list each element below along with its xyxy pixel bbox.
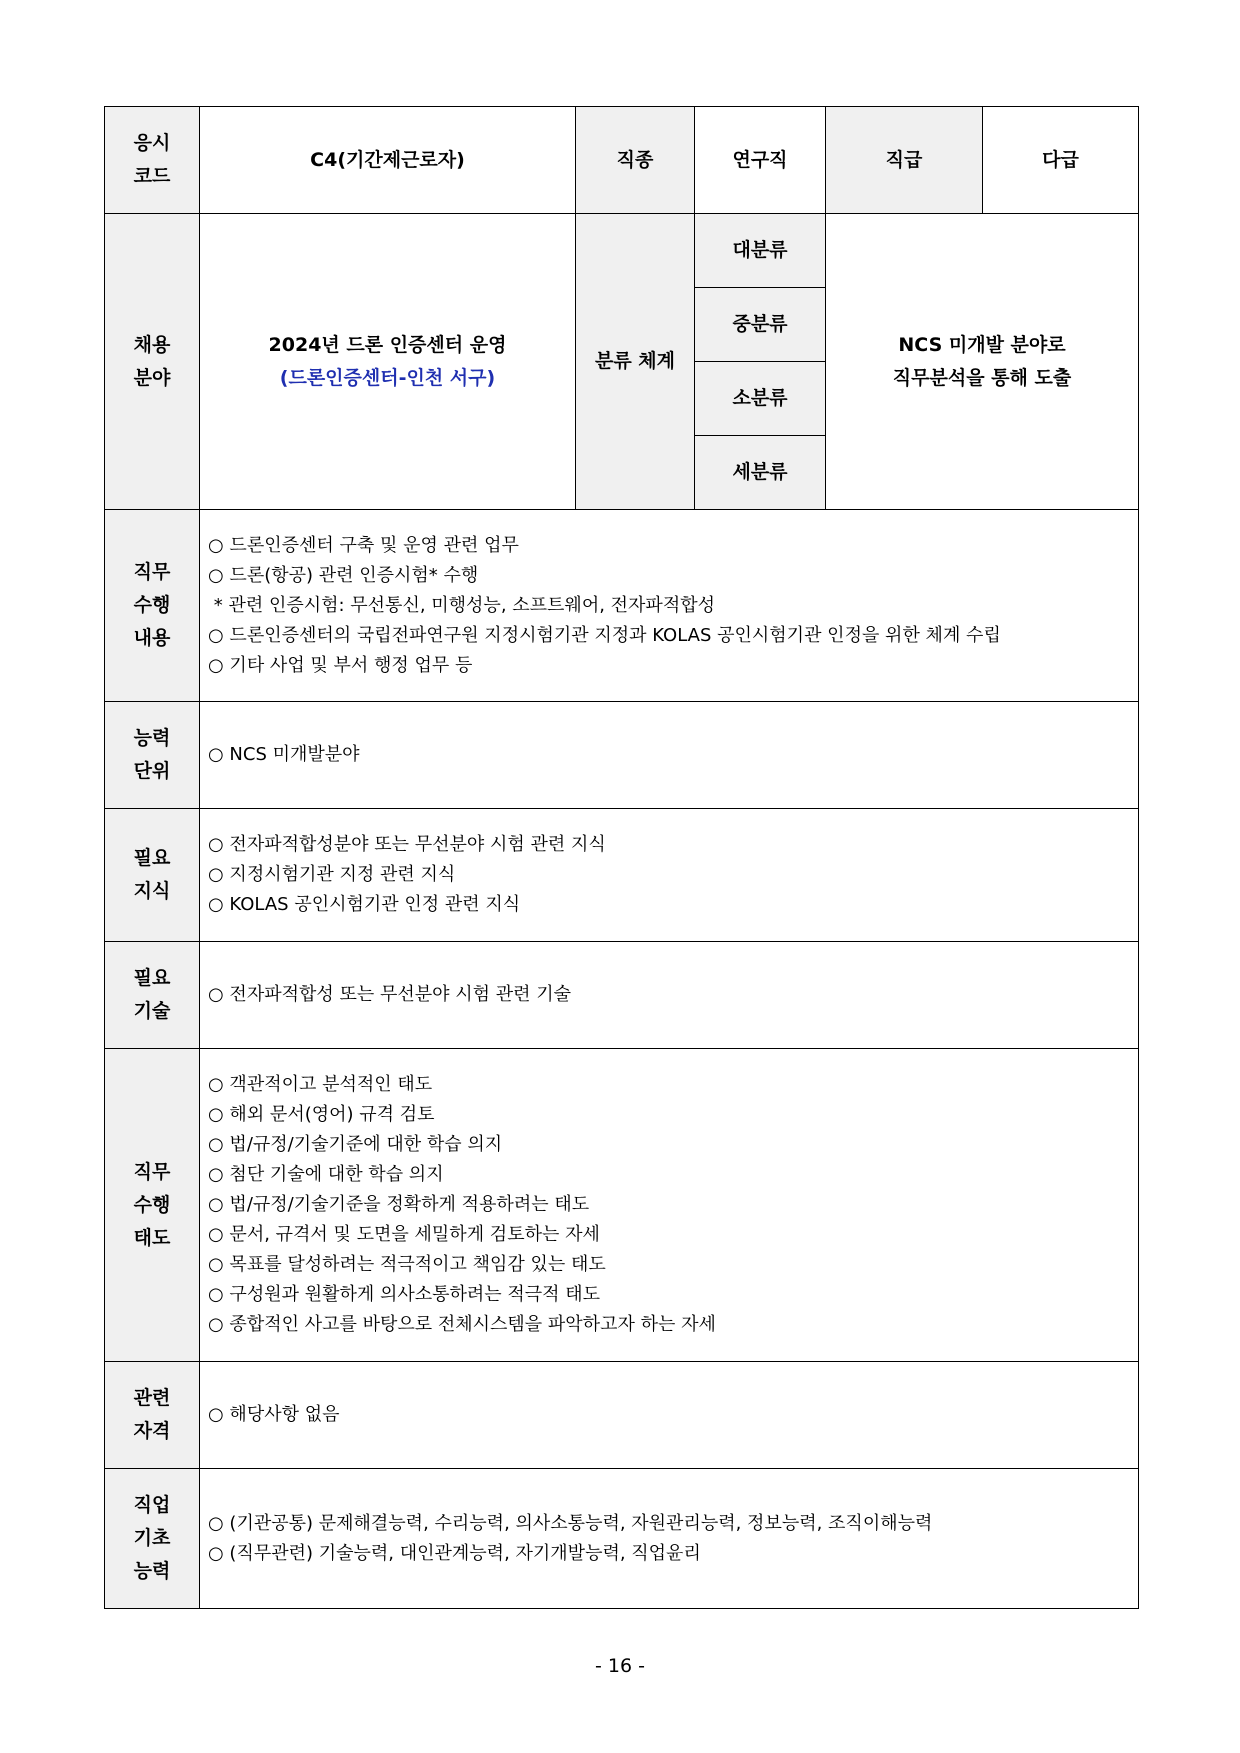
duties-content (200, 510, 1139, 702)
job-description-table (104, 106, 1139, 1609)
attitude-label (105, 1049, 200, 1362)
job-type-value: 연구직 (695, 107, 826, 214)
knowledge-content (200, 809, 1139, 942)
skills-label-line: 기술 (133, 1000, 171, 1022)
field-label-line: 채용 (133, 333, 171, 356)
classification-value-line: NCS 미개발 분야로 (898, 333, 1066, 356)
code-label-line: 응시 (133, 132, 171, 154)
attitude-label-line: 수행 (133, 1193, 171, 1216)
code-value: C4(기간제근로자) (200, 107, 576, 214)
list-note: * 관련 인증시험: 무선통신, 미행성능, 소프트웨어, 전자파적합성 (208, 594, 715, 616)
field-row (105, 214, 1139, 288)
page-number: - 16 - (595, 1655, 645, 1677)
list-item: ○ 해외 문서(영어) 규격 검토 (208, 1104, 435, 1125)
knowledge-label (105, 809, 200, 942)
code-label-cell (105, 107, 200, 214)
competency-label (105, 702, 200, 809)
list-item: ○ 기타 사업 및 부서 행정 업무 등 (208, 654, 473, 676)
list-item: ○ 지정시험기관 지정 관련 지식 (208, 864, 456, 885)
list-item: ○ 드론(항공) 관련 인증시험* 수행 (208, 564, 479, 586)
header-row (105, 107, 1139, 214)
field-label-cell (105, 214, 200, 510)
competency-label-line: 능력 (133, 727, 171, 749)
skills-content (200, 942, 1139, 1049)
basic-ability-content (200, 1469, 1139, 1609)
knowledge-row (105, 809, 1139, 942)
list-item: ○ 법/규정/기술기준을 정확하게 적용하려는 태도 (208, 1194, 590, 1215)
certification-label (105, 1362, 200, 1469)
list-item: ○ 드론인증센터의 국립전파연구원 지정시험기관 지정과 KOLAS 공인시험기관 인정을 위한 체계 수립 (208, 624, 1001, 646)
job-type-label: 직종 (576, 107, 695, 214)
list-item: ○ (직무관련) 기술능력, 대인관계능력, 자기개발능력, 직업윤리 (208, 1542, 701, 1564)
certification-row (105, 1362, 1139, 1469)
class-level-minor: 소분류 (695, 362, 826, 436)
knowledge-label-line: 지식 (133, 880, 171, 902)
attitude-label-line: 직무 (133, 1160, 171, 1183)
class-level-major: 대분류 (695, 214, 826, 288)
skills-label (105, 942, 200, 1049)
certification-label-line: 자격 (133, 1420, 171, 1442)
list-item: ○ NCS 미개발분야 (208, 744, 360, 765)
certification-label-line: 관련 (133, 1387, 171, 1409)
knowledge-label-line: 필요 (133, 847, 171, 869)
duties-label-line: 수행 (133, 594, 171, 616)
field-location: (드론인증센터-인천 서구) (279, 366, 496, 389)
attitude-content (200, 1049, 1139, 1362)
classification-value (826, 214, 1139, 510)
duties-label-line: 내용 (133, 627, 171, 649)
duties-label (105, 510, 200, 702)
list-item: ○ 전자파적합성분야 또는 무선분야 시험 관련 지식 (208, 834, 606, 855)
grade-label: 직급 (826, 107, 983, 214)
skills-label-line: 필요 (133, 967, 171, 989)
list-item: ○ 전자파적합성 또는 무선분야 시험 관련 기술 (208, 984, 572, 1005)
basic-ability-label-line: 직업 (133, 1494, 171, 1516)
code-label-line: 코드 (133, 165, 171, 187)
attitude-row (105, 1049, 1139, 1362)
duties-label-line: 직무 (133, 561, 171, 583)
list-item: ○ 목표를 달성하려는 적극적이고 책임감 있는 태도 (208, 1254, 606, 1275)
list-item: ○ (기관공통) 문제해결능력, 수리능력, 의사소통능력, 자원관리능력, 정보능력, 조직이해능력 (208, 1512, 933, 1534)
class-level-middle: 중분류 (695, 288, 826, 362)
class-level-detail: 세분류 (695, 436, 826, 510)
list-item: ○ KOLAS 공인시험기관 인정 관련 지식 (208, 894, 521, 915)
basic-ability-label-line: 기초 (133, 1527, 171, 1549)
field-label-line: 분야 (133, 366, 171, 389)
list-item: ○ 문서, 규격서 및 도면을 세밀하게 검토하는 자세 (208, 1224, 600, 1245)
duties-row (105, 510, 1139, 702)
competency-label-line: 단위 (133, 760, 171, 782)
basic-ability-row (105, 1469, 1139, 1609)
list-item: ○ 드론인증센터 구축 및 운영 관련 업무 (208, 534, 519, 556)
list-item: ○ 해당사항 없음 (208, 1404, 340, 1425)
basic-ability-label-line: 능력 (133, 1560, 171, 1582)
basic-ability-label (105, 1469, 200, 1609)
competency-row (105, 702, 1139, 809)
list-item: ○ 종합적인 사고를 바탕으로 전체시스템을 파악하고자 하는 자세 (208, 1314, 716, 1335)
list-item: ○ 객관적이고 분석적인 태도 (208, 1074, 433, 1095)
field-title-cell (200, 214, 576, 510)
classification-value-line: 직무분석을 통해 도출 (892, 366, 1072, 389)
list-item: ○ 구성원과 원활하게 의사소통하려는 적극적 태도 (208, 1284, 601, 1305)
skills-row (105, 942, 1139, 1049)
field-title: 2024년 드론 인증센터 운영 (268, 333, 507, 356)
grade-value: 다급 (983, 107, 1139, 214)
certification-content (200, 1362, 1139, 1469)
list-item: ○ 법/규정/기술기준에 대한 학습 의지 (208, 1134, 503, 1155)
competency-content (200, 702, 1139, 809)
list-item: ○ 첨단 기술에 대한 학습 의지 (208, 1164, 444, 1185)
attitude-label-line: 태도 (133, 1226, 171, 1249)
classification-label: 분류 체계 (576, 214, 695, 510)
